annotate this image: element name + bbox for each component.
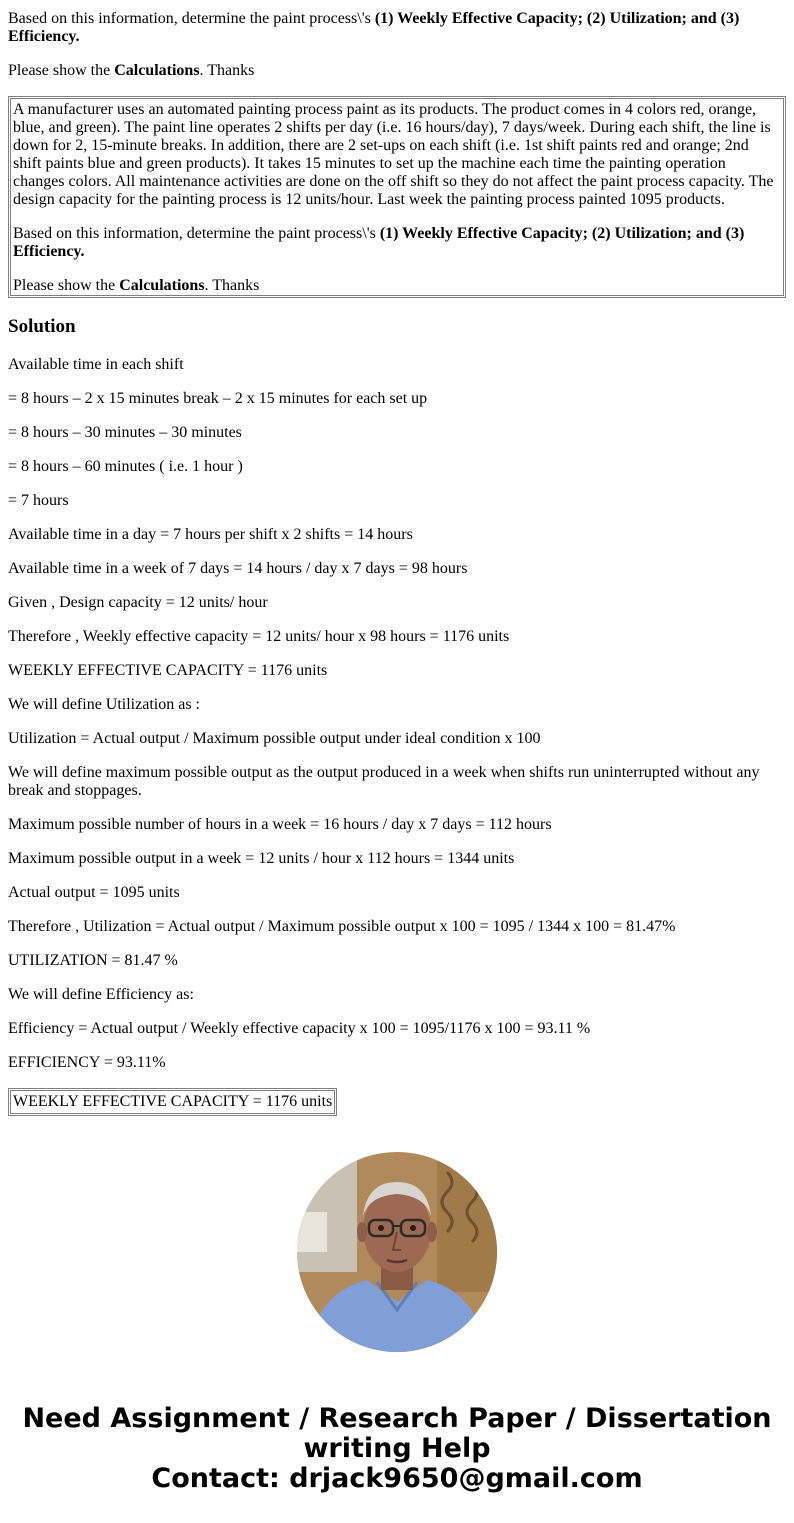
solution-line: We will define Utilization as : xyxy=(8,696,200,713)
solution-line: Given , Design capacity = 12 units/ hour xyxy=(8,594,268,611)
intro-question xyxy=(8,10,786,46)
author-photo-icon xyxy=(297,1152,497,1352)
problem-box xyxy=(8,96,786,298)
solution-line: UTILIZATION = 81.47 % xyxy=(8,952,178,969)
solution-line: Actual output = 1095 units xyxy=(8,884,180,901)
solution-line: = 8 hours – 2 x 15 minutes break – 2 x 15 minutes for each set up xyxy=(8,390,428,407)
intro-calc-prefix: Please show the xyxy=(8,62,115,79)
intro-question-text: Based on this information, determine the paint process\'s xyxy=(8,10,375,27)
promo-line-help: Need Assignment / Research Paper / Dissertation writing Help xyxy=(22,1403,772,1464)
intro-calc-bold: Calculations xyxy=(114,62,200,79)
solution-line: Available time in each shift xyxy=(8,356,184,373)
promo-banner xyxy=(8,1404,786,1494)
problem-calc-suffix: . Thanks xyxy=(204,277,260,294)
solution-line: Therefore , Utilization = Actual output / Maximum possible output x 100 = 1095 / 1344 x 100 = 81.47% xyxy=(8,918,676,935)
problem-question-bold: (1) Weekly Effective Capacity; (2) Utilization; and (3) Efficiency. xyxy=(13,225,745,260)
solution-line: Available time in a week of 7 days = 14 hours / day x 7 days = 98 hours xyxy=(8,560,468,577)
intro-question-bold: (1) Weekly Effective Capacity; (2) Utilization; and (3) Efficiency. xyxy=(8,10,740,45)
solution-line: WEEKLY EFFECTIVE CAPACITY = 1176 units xyxy=(8,662,328,679)
author-photo-container xyxy=(8,1152,786,1352)
solution-line: Maximum possible output in a week = 12 units / hour x 112 hours = 1344 units xyxy=(8,850,515,867)
problem-box-inner xyxy=(10,98,784,296)
answer-box xyxy=(8,1088,337,1116)
solution-line: We will define maximum possible output as the output produced in a week when shifts run uninterrupted without any break and stoppages. xyxy=(8,764,760,799)
problem-question xyxy=(13,225,781,261)
intro-calc-request xyxy=(8,62,786,80)
solution-line: Efficiency = Actual output / Weekly effective capacity x 100 = 1095/1176 x 100 = 93.11 % xyxy=(8,1020,591,1037)
solution-line: Available time in a day = 7 hours per shift x 2 shifts = 14 hours xyxy=(8,526,413,543)
solution-heading: Solution xyxy=(8,316,76,337)
answer-box-text: WEEKLY EFFECTIVE CAPACITY = 1176 units xyxy=(10,1090,335,1114)
solution-line: Maximum possible number of hours in a week = 16 hours / day x 7 days = 112 hours xyxy=(8,816,552,833)
solution-line: = 8 hours – 60 minutes ( i.e. 1 hour ) xyxy=(8,458,243,475)
solution-line: = 8 hours – 30 minutes – 30 minutes xyxy=(8,424,242,441)
problem-calc-bold: Calculations xyxy=(119,277,205,294)
solution-line: We will define Efficiency as: xyxy=(8,986,194,1003)
intro-calc-suffix: . Thanks xyxy=(199,62,255,79)
solution-line: Utilization = Actual output / Maximum possible output under ideal condition x 100 xyxy=(8,730,541,747)
solution-body xyxy=(8,356,786,1072)
problem-calc-request xyxy=(13,277,781,295)
solution-line: Therefore , Weekly effective capacity = 12 units/ hour x 98 hours = 1176 units xyxy=(8,628,510,645)
problem-question-text: Based on this information, determine the paint process\'s xyxy=(13,225,380,242)
solution-line: = 7 hours xyxy=(8,492,69,509)
promo-line-contact: Contact: drjack9650@gmail.com xyxy=(151,1463,643,1494)
author-photo xyxy=(297,1152,497,1352)
problem-statement: A manufacturer uses an automated painting process paint as its products. The product comes in 4 colors red, orange, blue, and green). The paint line operates 2 shifts per day (i.e. 16 hours/day), 7 days/week. During each shift, the line is down for 2, 15-minute breaks. In addition, there are 2 set-ups on each shift (i.e. 1st shift paints red and orange; 2nd shift paints blue and green products). It takes 15 minutes to set up the machine each time the painting operation changes colors. All maintenance activities are done on the off shift so they do not affect the paint process capacity. The design capacity for the painting process is 12 units/hour. Last week the painting process painted 1095 products. xyxy=(13,101,774,208)
problem-calc-prefix: Please show the xyxy=(13,277,120,294)
solution-line: EFFICIENCY = 93.11% xyxy=(8,1054,166,1071)
